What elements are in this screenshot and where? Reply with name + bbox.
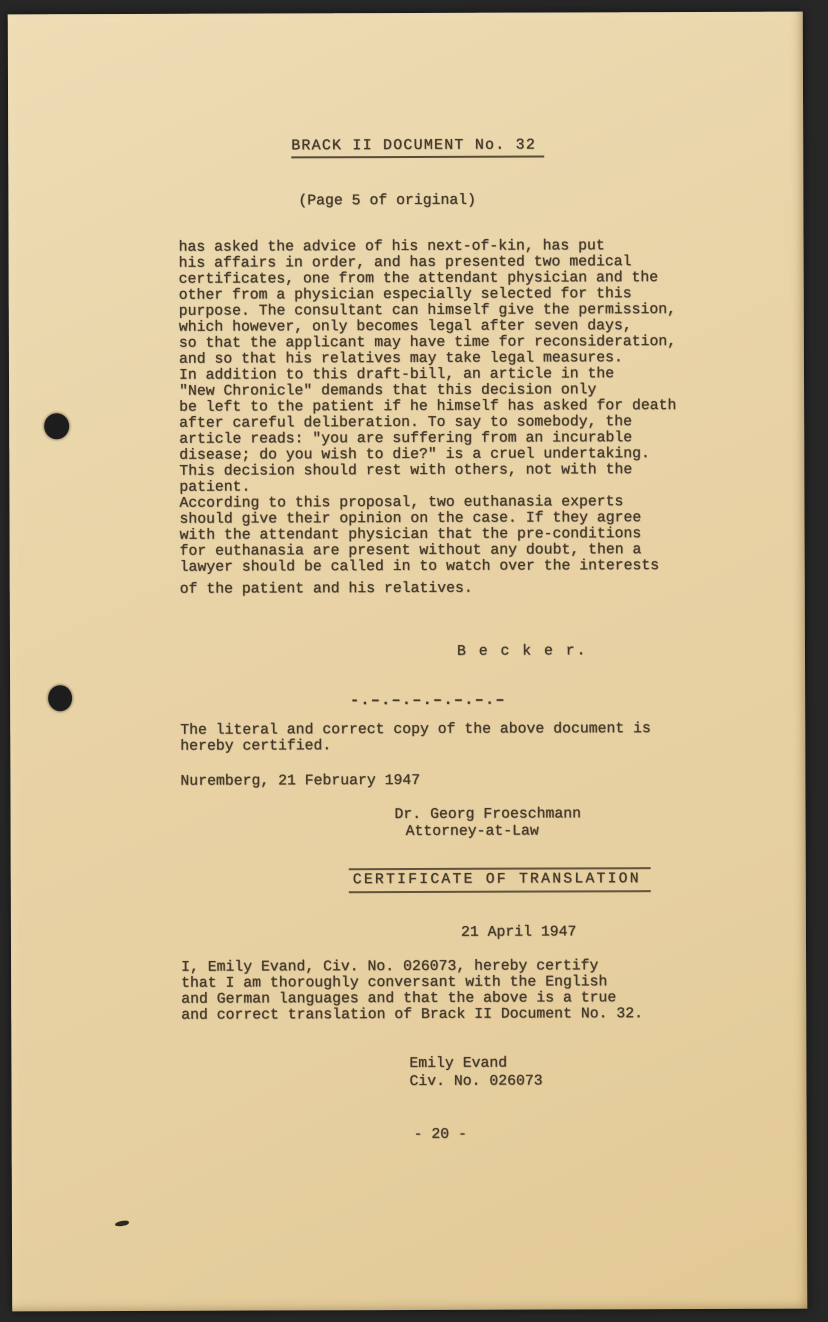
- translator-signature-name: Emily Evand: [409, 1055, 508, 1072]
- text-line: The literal and correct copy of the above document is: [180, 721, 651, 739]
- text-line: for euthanasia are present without any doubt, then a: [179, 542, 642, 560]
- translator-signature-id: Civ. No. 026073: [409, 1073, 543, 1090]
- text-line: patient.: [179, 479, 251, 496]
- certification-place-date: Nuremberg, 21 February 1947: [180, 772, 421, 790]
- page-number: - 20 -: [413, 1126, 467, 1143]
- text-line: his affairs in order, and has presented two medical: [178, 254, 632, 272]
- text-line: hereby certified.: [180, 738, 332, 755]
- text-line: after careful deliberation. To say to somebody, the: [179, 414, 633, 432]
- text-line: "New Chronicle" demands that this decision only: [179, 382, 597, 400]
- text-line: should give their opinion on the case. If they agree: [179, 510, 642, 528]
- page-reference: (Page 5 of original): [298, 192, 477, 210]
- signature-becker: B e c k e r.: [456, 643, 588, 660]
- body-paragraph: [179, 238, 677, 576]
- text-line: which however, only becomes legal after seven days,: [178, 318, 632, 336]
- text-line: and correct translation of Brack II Document No. 32.: [181, 1006, 644, 1024]
- document-page: [8, 12, 808, 1312]
- document-title: BRACK II DOCUMENT No. 32: [291, 138, 544, 159]
- translation-certificate-heading: CERTIFICATE OF TRANSLATION: [349, 867, 651, 893]
- translation-certificate-date: 21 April 1947: [460, 924, 577, 941]
- ink-speck: [115, 1220, 130, 1227]
- text-line: so that the applicant may have time for reconsideration,: [178, 334, 677, 352]
- text-line: that I am thoroughly conversant with the English: [181, 974, 608, 992]
- text-line: be left to the patient if he himself has asked for death: [179, 398, 677, 416]
- text-line: This decision should rest with others, not with the: [179, 462, 633, 480]
- body-closing-line: of the patient and his relatives.: [179, 580, 473, 598]
- text-line: and so that his relatives may take legal measures.: [178, 350, 623, 368]
- text-line: article reads: "you are suffering from an incurable: [179, 430, 633, 448]
- divider-ornament: -.–.–.–.–.–.–.–: [350, 692, 506, 710]
- certification-statement: [180, 721, 651, 755]
- text-line: According to this proposal, two euthanasia experts: [179, 494, 624, 512]
- text-line: lawyer should be called in to watch over the interests: [179, 558, 660, 576]
- text-line: disease; do you wish to die?" is a cruel undertaking.: [179, 446, 650, 464]
- text-line: has asked the advice of his next-of-kin, has put: [178, 238, 605, 256]
- text-line: other from a physician especially selected for this: [178, 286, 632, 304]
- text-line: certificates, one from the attendant physician and the: [178, 270, 659, 288]
- text-line: and German languages and that the above is a true: [181, 990, 617, 1008]
- translation-certificate-paragraph: [181, 958, 643, 1024]
- certification-signatory-title: Attorney-at-Law: [405, 823, 539, 841]
- text-line: In addition to this draft-bill, an article in the: [178, 366, 615, 384]
- text-line: purpose. The consultant can himself give the permission,: [178, 302, 677, 320]
- text-line: with the attendant physician that the pre-conditions: [179, 526, 642, 544]
- punch-hole-top: [44, 413, 69, 439]
- text-line: I, Emily Evand, Civ. No. 026073, hereby certify: [181, 958, 599, 976]
- punch-hole-bottom: [48, 685, 72, 711]
- certification-signatory-name: Dr. Georg Froeschmann: [394, 806, 582, 824]
